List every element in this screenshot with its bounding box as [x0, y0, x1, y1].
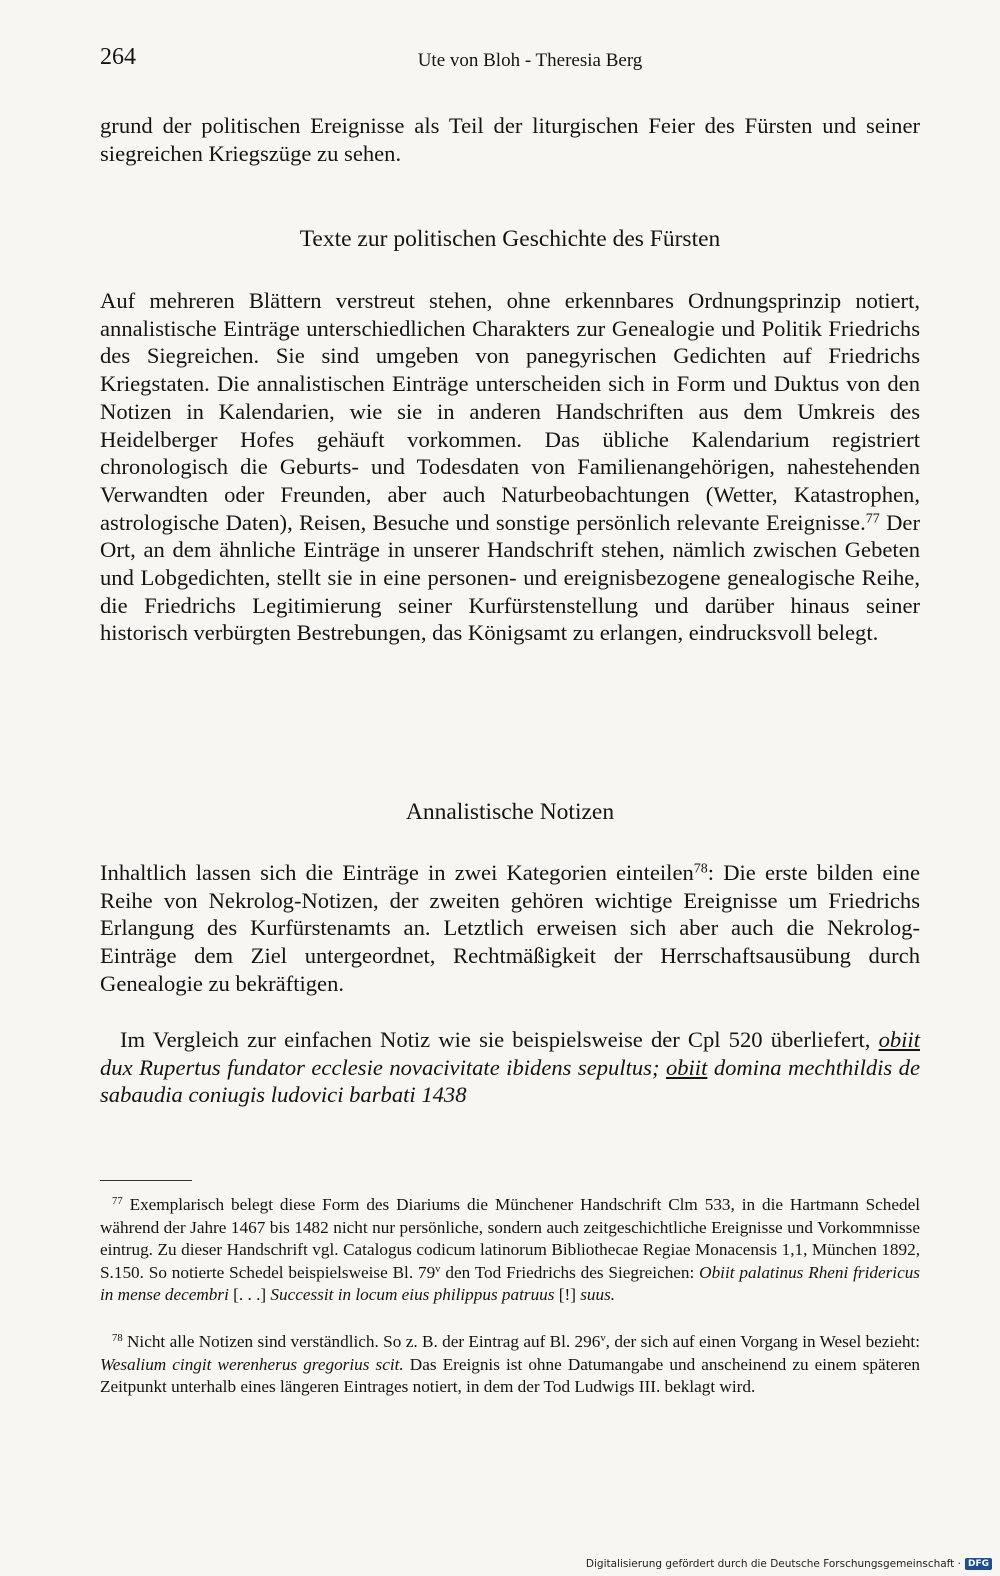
paragraph-continuation	[100, 112, 920, 167]
paragraph-text: Im Vergleich zur einfachen Notiz wie sie beispielsweise der Cpl 520 überliefert,	[120, 1027, 879, 1052]
footnote-text: Das Ereignis ist ohne Datumangabe und anscheinend zu einem späteren Zeitpunkt unterhalb eines längeren Eintrages notiert, in dem der Tod Ludwigs III. beklagt wird.	[100, 1354, 921, 1397]
footnote-text: Exemplarisch belegt diese Form des Diariums die Münchener Handschrift Clm 533, in die Hartmann Schedel während der Jahre 1467 bis 1482 nicht nur persönliche, sondern auch zeitgeschichtliche Ereignisse und Vorkommnisse eintrug. Zu dieser Handschrift vgl. Catalogus codicum latinorum Bibliothecae Regiae Monacensis 1,1, München 1892, S.150. So notierte Schedel beispielsweise Bl. 79	[100, 1195, 920, 1282]
latin-word-obiit: obiit	[665, 1054, 708, 1080]
superscript-verso: v	[435, 1263, 441, 1275]
footnote-number: 78	[112, 1333, 123, 1345]
footnote-text: Nicht alle Notizen sind verständlich. So z. B. der Eintrag auf Bl. 296	[122, 1332, 601, 1351]
footnote-text: [!]	[554, 1285, 581, 1305]
digitization-stamp	[586, 1558, 992, 1570]
running-head: Ute von Bloh - Theresia Berg	[417, 50, 643, 71]
superscript-verso: v	[600, 1333, 606, 1345]
paragraph-text: Auf mehreren Blättern verstreut stehen, ohne erkennbares Ordnungsprinzip notiert, annalistische Einträge unterschiedlichen Charakters zur Genealogie und Politik Friedrichs des Siegreichen. Sie sind umgeben von panegyrischen Gedichten auf Friedrichs Kriegstaten. Die annalistischen Einträge unterscheiden sich in Form und Duktus von den Notizen in Kalendarien, wie sie in anderen Handschriften aus dem Umkreis des Heidelberger Hofes gehäuft vorkommen. Das übliche Kalendarium registriert chronologisch die Geburts- und Todesdaten von Familienangehörigen, nahestehenden Verwandten oder Freunden, aber auch Naturbeobachtungen (Wetter, Katastrophen, astrologische Daten), Reisen, Besuche und sonstige persönlich relevante Ereignisse.	[100, 288, 920, 535]
footnote-number: 77	[112, 1196, 123, 1208]
latin-quote: domina mechthildis de sabaudia coniugis ludovici barbati 1438	[100, 1054, 920, 1108]
paragraph-text: Der Ort, an dem ähnliche Einträge in unserer Handschrift stehen, nämlich zwischen Gebeten und Lobgedichten, stellt sie in eine personen- und ereignisbezogene genealogische Reihe, die Friedrichs Legitimierung seiner Kurfürstenstellung und darüber hinaus seiner historisch verbürgten Bestrebungen, das Königsamt zu erlangen, eindrucksvoll belegt.	[100, 509, 920, 646]
paragraph-text: : Die erste bilden eine Reihe von Nekrolog-Notizen, der zweiten gehören wichtige Ereignisse um Friedrichs Erlangung des Kurfürstenamts an. Letztlich erweisen sich aber auch die Nekrolog-Einträge dem Ziel untergeordnet, Rechtmäßigkeit der Herrschaftsausübung durch Genealogie zu bekräftigen.	[100, 860, 920, 996]
paragraph-political-texts	[100, 287, 920, 647]
footnote-text: [. . .]	[228, 1285, 271, 1305]
latin-word-obiit: obiit	[878, 1027, 920, 1052]
footnote-78	[100, 1331, 920, 1399]
stamp-text: Digitalisierung gefördert durch die Deutsche Forschungsgemeinschaft ·	[585, 1558, 961, 1570]
footnote-77	[100, 1194, 920, 1307]
footnote-separator	[100, 1180, 192, 1181]
latin-quote: Obiit palatinus Rheni fridericus in mense decembri	[100, 1262, 920, 1305]
page-number: 264	[100, 44, 136, 70]
paragraph-text: Inhaltlich lassen sich die Einträge in zwei Kategorien einteilen	[100, 860, 694, 885]
latin-quote: Wesalium cingit werenherus gregorius scit.	[100, 1354, 404, 1374]
paragraph-comparison	[100, 1026, 920, 1109]
latin-quote: suus.	[580, 1285, 616, 1305]
paragraph-text: grund der politischen Ereignisse als Teil der liturgischen Feier des Fürsten und seiner siegreichen Kriegszüge zu sehen.	[100, 113, 920, 166]
footnote-text: den Tod Friedrichs des Siegreichen:	[440, 1262, 700, 1282]
footnote-text: , der sich auf einen Vorgang in Wesel bezieht:	[605, 1332, 920, 1351]
paragraph-categories	[100, 859, 920, 998]
section-heading-annalistic-notes: Annalistische Notizen	[405, 799, 615, 825]
dfg-logo-icon: DFG	[965, 1558, 992, 1570]
latin-quote: Successit in locum eius philippus patruus	[270, 1285, 555, 1305]
section-heading-political-history: Texte zur politischen Geschichte des Fürsten	[299, 226, 721, 252]
latin-quote: dux Rupertus fundator ecclesie novacivitate ibidens sepultus;	[100, 1054, 666, 1080]
footnote-ref-77[interactable]: 77	[865, 510, 880, 526]
footnote-ref-78[interactable]: 78	[693, 861, 708, 877]
page-header	[100, 44, 920, 78]
